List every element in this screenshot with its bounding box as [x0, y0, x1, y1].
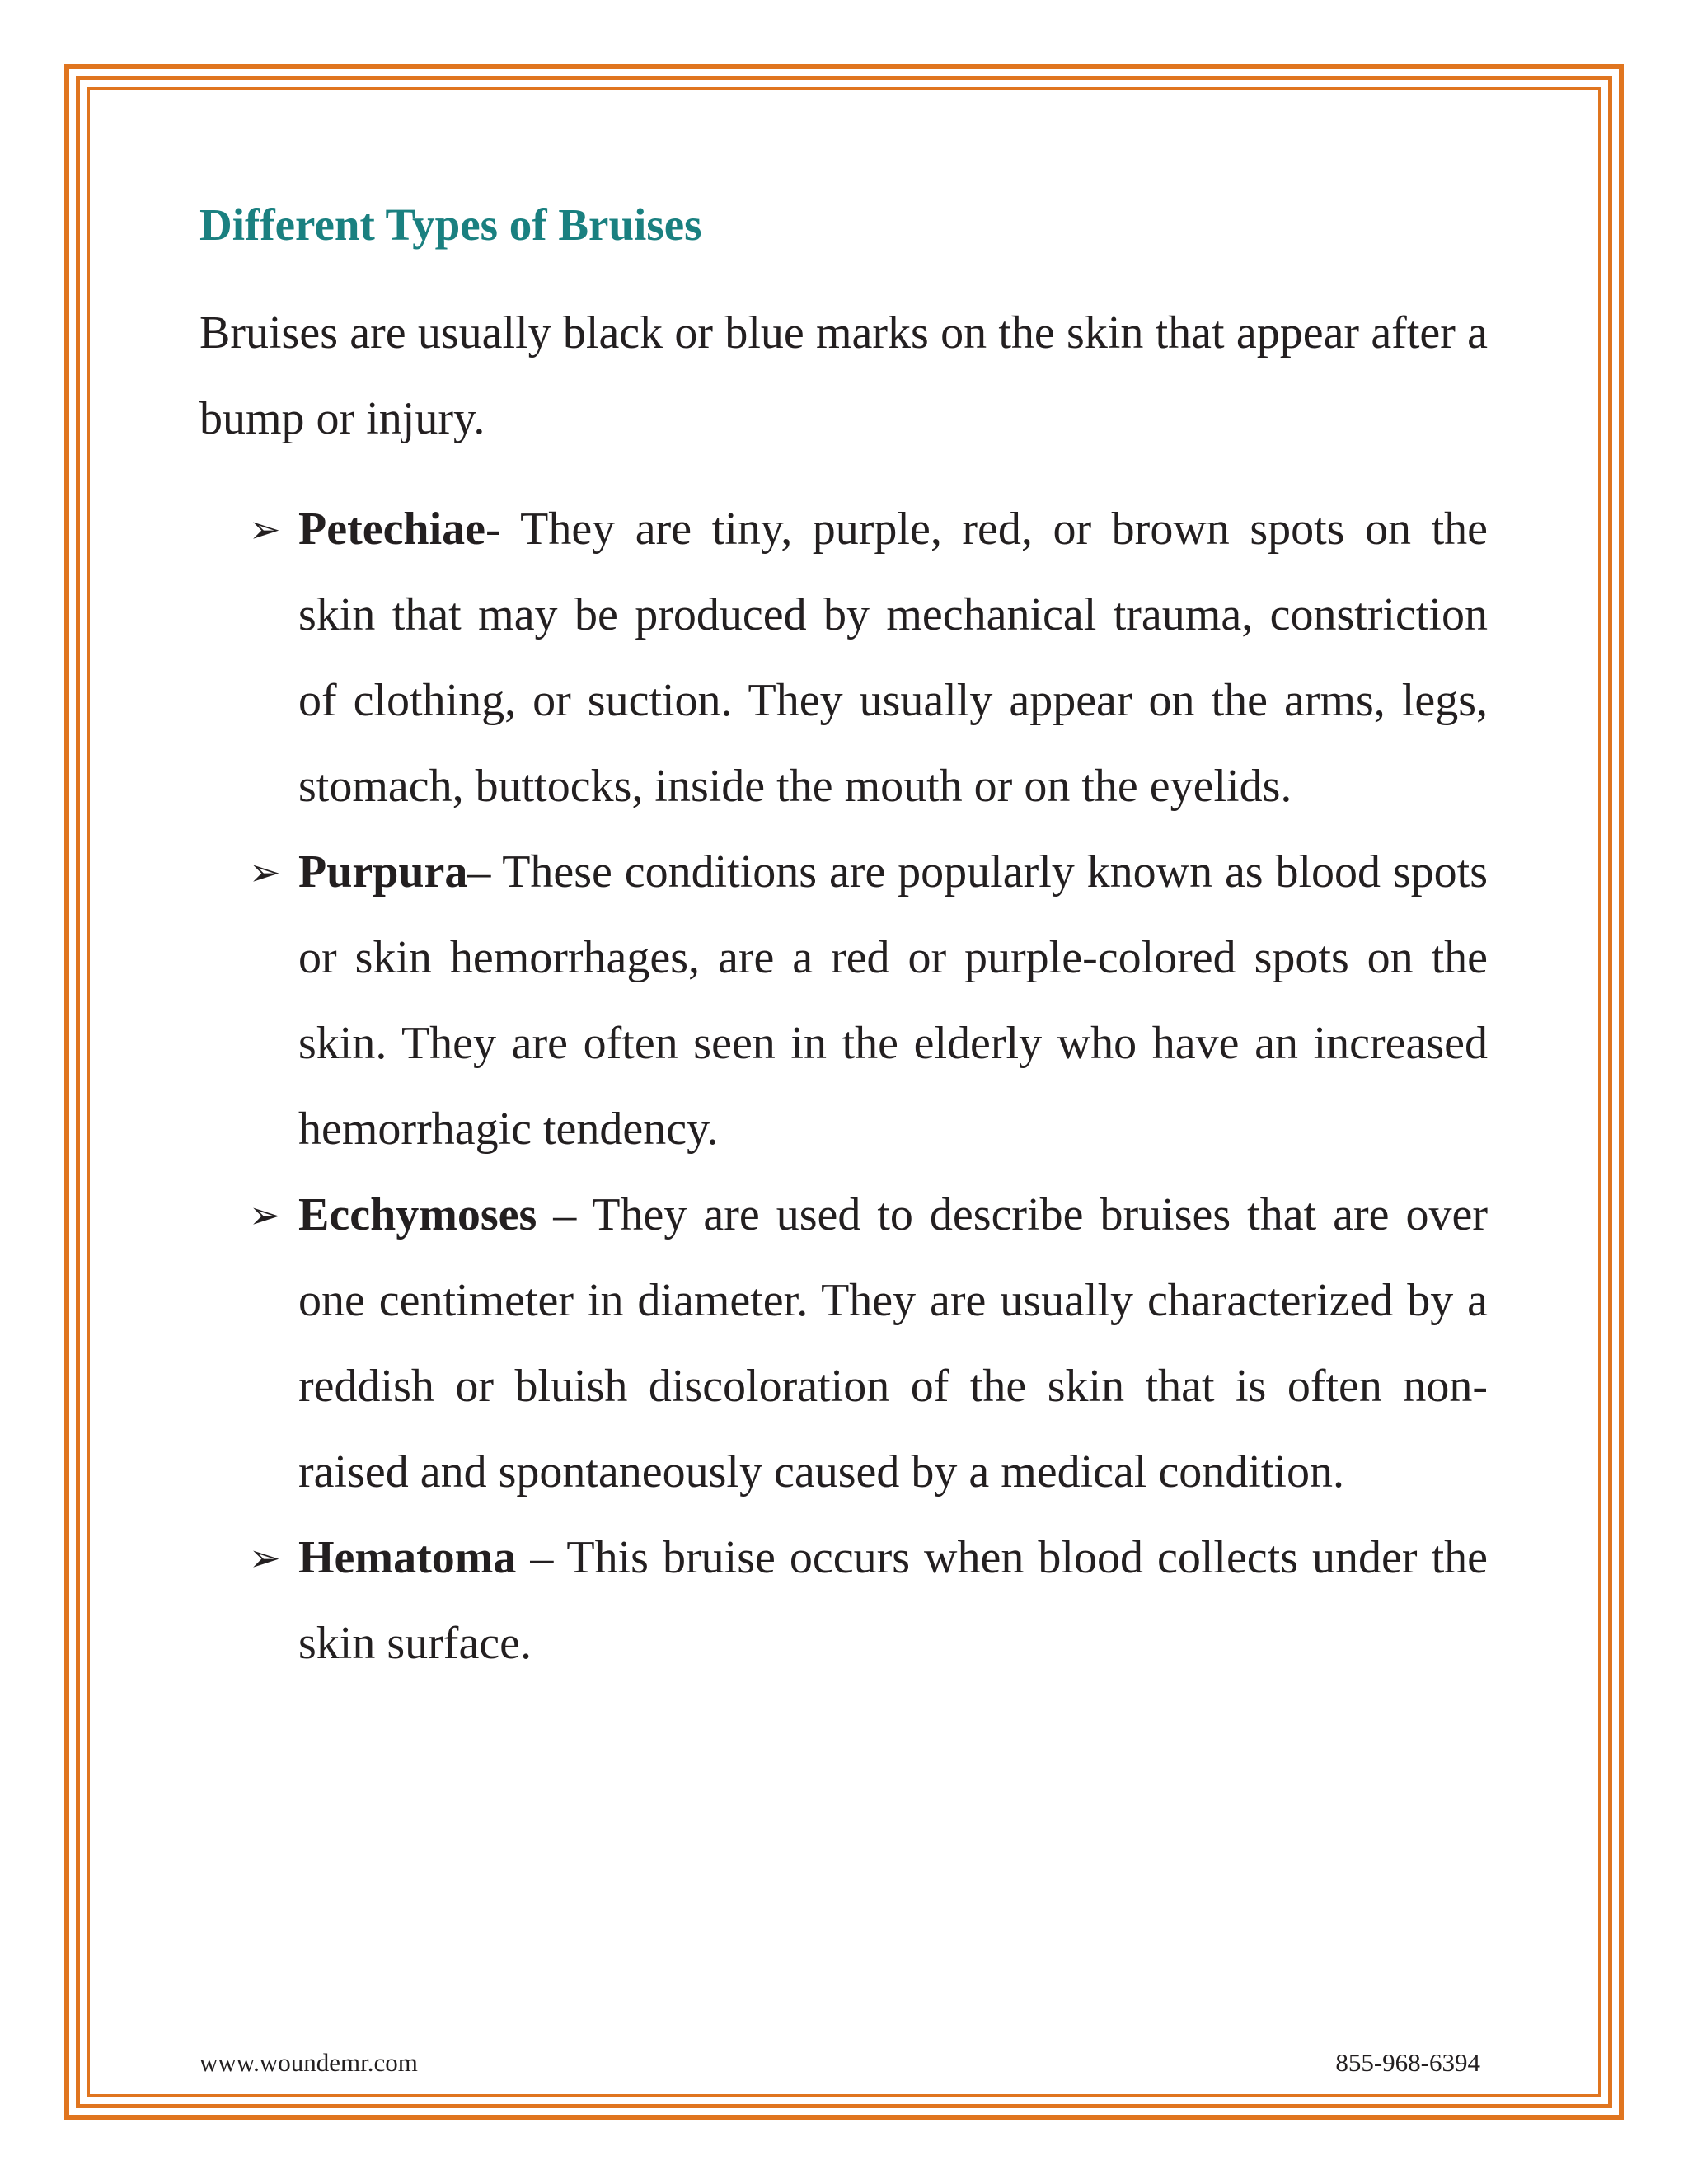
bullet-term: Ecchymoses — [298, 1189, 537, 1240]
intro-paragraph: Bruises are usually black or blue marks on the skin that appear after a bump or injury. — [199, 307, 1488, 444]
arrow-bullet-icon: ➢ — [249, 1535, 281, 1580]
list-item-purpura — [199, 829, 1488, 1172]
footer-phone: 855-968-6394 — [1335, 2048, 1480, 2077]
footer-website: www.woundemr.com — [199, 2048, 418, 2077]
document-title: Different Types of Bruises — [199, 199, 702, 250]
bullet-text: – This bruise occurs when blood collects under the skin surface. — [298, 1532, 1488, 1669]
list-item-ecchymoses — [199, 1172, 1488, 1515]
bullet-text: – These conditions are popularly known as blood spots or skin hemorrhages, are a red or purple-colored spots on the skin. They are often seen in the elderly who have an increased hemorrhagic tendency. — [298, 846, 1488, 1155]
list-item-hematoma — [199, 1515, 1488, 1686]
bullet-text: – They are used to describe bruises that are over one centimeter in diameter. They are usually characterized by a reddish or bluish discoloration of the skin that is often non-raised and spontaneously caused by a medical condition. — [298, 1189, 1488, 1497]
document-body — [199, 196, 1488, 1686]
bullet-term: Hematoma — [298, 1532, 517, 1583]
list-item-petechiae — [199, 486, 1488, 829]
bullet-text: - They are tiny, purple, red, or brown spots on the skin that may be produced by mechanical trauma, constriction of clothing, or suction. They usually appear on the arms, legs, stomach, buttocks, inside the mouth or on the eyelids. — [298, 504, 1488, 812]
bruise-types-list — [199, 486, 1488, 1686]
bullet-term: Purpura — [298, 846, 468, 898]
bullet-term: Petechiae — [298, 504, 485, 555]
arrow-bullet-icon: ➢ — [249, 850, 281, 894]
arrow-bullet-icon: ➢ — [249, 1193, 281, 1237]
arrow-bullet-icon: ➢ — [249, 507, 281, 551]
